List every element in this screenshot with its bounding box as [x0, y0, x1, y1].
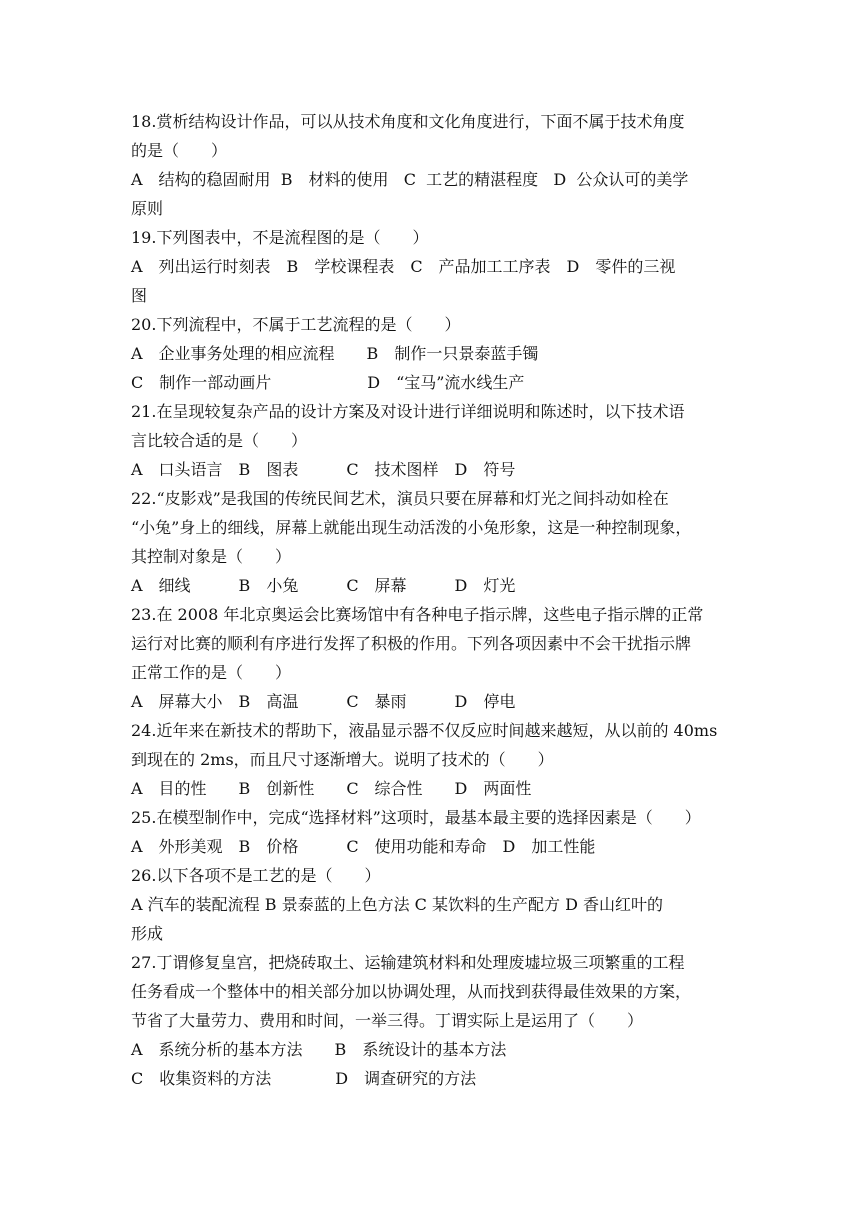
- answer-options-line: C 收集资料的方法 D 调查研究的方法: [131, 1069, 477, 1088]
- answer-options-line: 图: [131, 286, 148, 305]
- question-stem-line: 21.在呈现较复杂产品的设计方案及对设计进行详细说明和陈述时，以下技术语: [131, 402, 685, 421]
- answer-options-line: A 系统分析的基本方法 B 系统设计的基本方法: [131, 1040, 507, 1059]
- answer-options-line: A 屏幕大小 B 高温 C 暴雨 D 停电: [131, 692, 516, 711]
- question-stem-line: 其控制对象是（ ）: [131, 547, 292, 566]
- question-stem-line: 22.“皮影戏”是我国的传统民间艺术，演员只要在屏幕和灯光之间抖动如栓在: [131, 489, 669, 508]
- answer-options-line: A 企业事务处理的相应流程 B 制作一只景泰蓝手镯: [131, 344, 539, 363]
- answer-options-line: A 汽车的装配流程 B 景泰蓝的上色方法 C 某饮料的生产配方 D 香山红叶的: [131, 895, 663, 914]
- answer-options-line: 形成: [131, 924, 164, 943]
- answer-options-line: 原则: [131, 199, 164, 218]
- question-stem-line: 到现在的 2ms，而且尺寸逐渐增大。说明了技术的（ ）: [131, 750, 554, 769]
- answer-options-line: A 口头语言 B 图表 C 技术图样 D 符号: [131, 460, 516, 479]
- question-stem-line: 言比较合适的是（ ）: [131, 431, 308, 450]
- question-stem-line: 18.赏析结构设计作品，可以从技术角度和文化角度进行，下面不属于技术角度: [131, 112, 685, 131]
- question-stem-line: 25.在模型制作中，完成“选择材料”这项时，最基本最主要的选择因素是（ ）: [131, 808, 701, 827]
- answer-options-line: A 目的性 B 创新性 C 综合性 D 两面性: [131, 779, 532, 798]
- answer-options-line: C 制作一部动画片 D “宝马”流水线生产: [131, 373, 525, 392]
- answer-options-line: A 列出运行时刻表 B 学校课程表 C 产品加工工序表 D 零件的三视: [131, 257, 676, 276]
- question-stem-line: 节省了大量劳力、费用和时间，一举三得。丁谓实际上是运用了（ ）: [131, 1011, 644, 1030]
- question-stem-line: 运行对比赛的顺利有序进行发挥了积极的作用。下列各项因素中不会干扰指示牌: [131, 634, 692, 653]
- answer-options-line: A 外形美观 B 价格 C 使用功能和寿命 D 加工性能: [131, 837, 596, 856]
- answer-options-line: A 细线 B 小兔 C 屏幕 D 灯光: [131, 576, 516, 595]
- question-stem-line: 的是（ ）: [131, 141, 228, 160]
- question-stem-line: 正常工作的是（ ）: [131, 663, 292, 682]
- question-stem-line: “小兔”身上的细线，屏幕上就能出现生动活泼的小兔形象，这是一种控制现象，: [131, 518, 692, 537]
- answer-options-line: A 结构的稳固耐用 B 材料的使用 C 工艺的精湛程度 D 公众认可的美学: [131, 170, 689, 189]
- question-stem-line: 23.在 2008 年北京奥运会比赛场馆中有各种电子指示牌，这些电子指示牌的正常: [131, 605, 704, 624]
- question-stem-line: 26.以下各项不是工艺的是（ ）: [131, 866, 381, 885]
- question-stem-line: 任务看成一个整体中的相关部分加以协调处理，从而找到获得最佳效果的方案，: [131, 982, 692, 1001]
- question-stem-line: 24.近年来在新技术的帮助下，液晶显示器不仅反应时间越来越短，从以前的 40ms: [131, 721, 718, 740]
- question-stem-line: 20.下列流程中，不属于工艺流程的是（ ）: [131, 315, 461, 334]
- question-stem-line: 27.丁谓修复皇宫，把烧砖取土、运输建筑材料和处理废墟垃圾三项繁重的工程: [131, 953, 685, 972]
- question-stem-line: 19.下列图表中，不是流程图的是（ ）: [131, 228, 429, 247]
